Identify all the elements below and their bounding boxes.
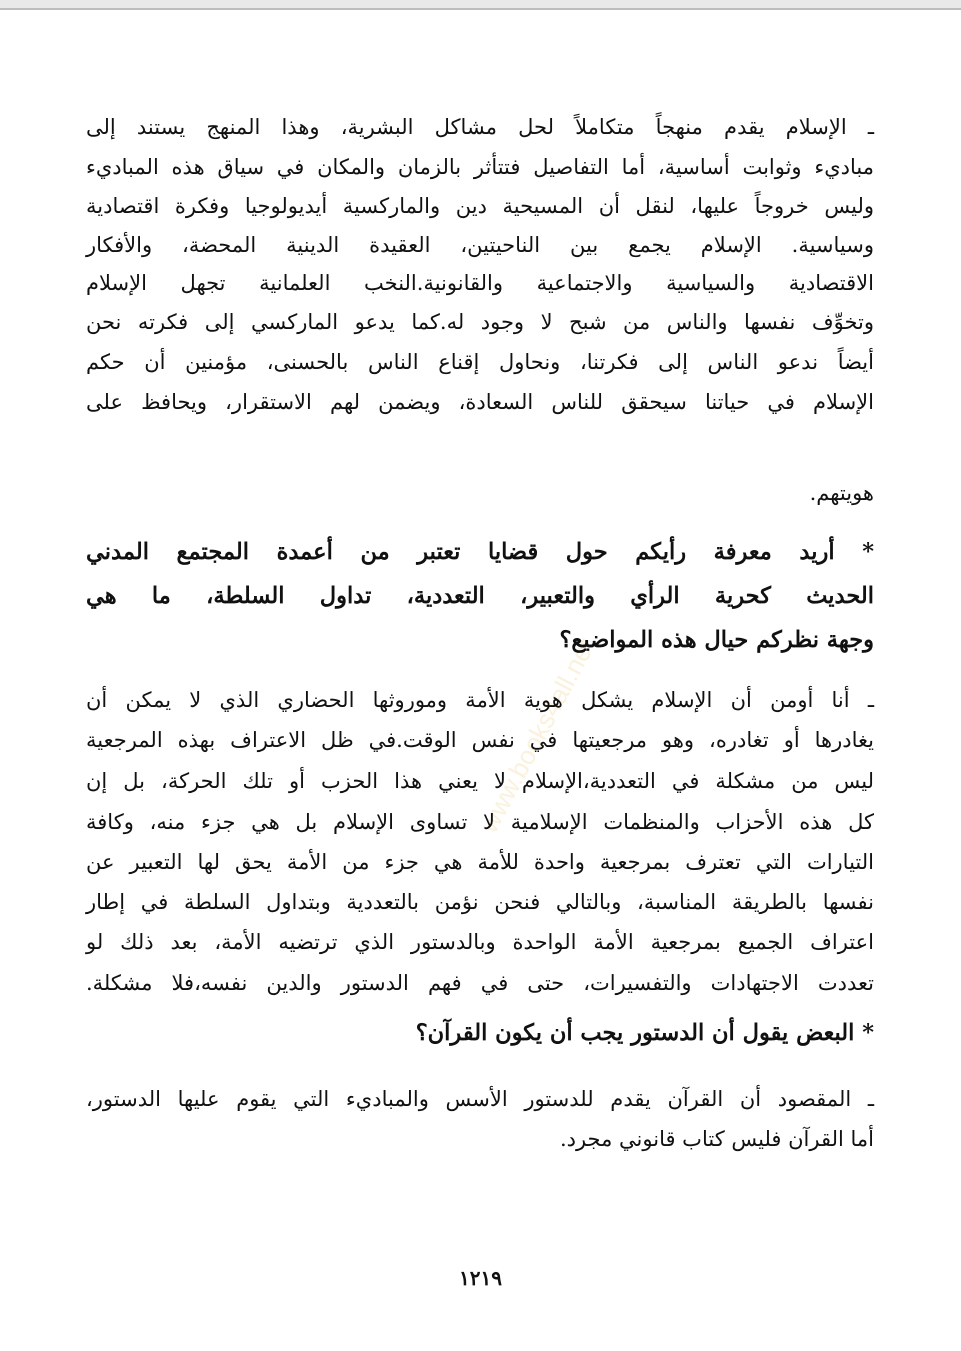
text-line: التيارات التي تعترف بمرجعية واحدة للأمة هي جزء من الأمة يحق لها التعبير عن xyxy=(86,850,874,874)
text-line: الإسلام في حياتنا سيحقق للناس السعادة، ويضمن لهم الاستقرار، ويحافظ على xyxy=(86,390,874,414)
text-line: تعددت الاجتهادات والتفسيرات، حتى في فهم الدستور والدين نفسه،فلا مشكلة. xyxy=(86,971,874,995)
question-line: * أريد معرفة رأيكم حول قضايا تعتبر من أعمدة المجتمع المدني xyxy=(86,539,874,565)
text-line: اعتراف الجميع بمرجعية الأمة الواحدة وبالدستور الذي ترتضيه الأمة، بعد ذلك لو xyxy=(86,930,874,954)
question-line: وجهة نظركم حيال هذه المواضيع؟ xyxy=(559,627,874,653)
viewer-top-border xyxy=(0,0,961,10)
text-line: هويتهم. xyxy=(809,481,874,505)
text-line: الاقتصادية والسياسية والاجتماعية والقانونية.النخب العلمانية تجهل الإسلام xyxy=(86,271,874,295)
question-line: الحديث كحرية الرأي والتعبير، التعددية، تداول السلطة، ما هي xyxy=(86,583,874,609)
page-number: ١٢١٩ xyxy=(459,1266,502,1290)
text-line: يغادرها أو تغادره، وهو مرجعيتها في نفس الوقت.في ظل الاعتراف بهذه المرجعية xyxy=(86,728,874,752)
text-line: كل هذه الأحزاب والمنظمات الإسلامية لا تساوى الإسلام بل هي جزء منه، وكافة xyxy=(86,810,874,834)
text-line: وتخوِّف نفسها والناس من شبح لا وجود له.كما يدعو الماركسي إلى فكرته نحن xyxy=(86,310,874,334)
question-line: * البعض يقول أن الدستور يجب أن يكون القرآن؟ xyxy=(415,1020,874,1046)
text-line: وسياسية. الإسلام يجمع بين الناحيتين، العقيدة الدينية المحضة، والأفكار xyxy=(86,233,874,257)
text-line: ليس من مشكلة في التعددية،الإسلام لا يعني هذا الحزب أو تلك الحركة، بل إن xyxy=(86,769,874,793)
text-line: أيضاً ندعو الناس إلى فكرتنا، ونحاول إقناع الناس بالحسنى، مؤمنين أن حكم xyxy=(86,350,874,374)
text-line: أما القرآن فليس كتاب قانوني مجرد. xyxy=(559,1127,874,1151)
text-line: ـ المقصود أن القرآن يقدم للدستور الأسس والمباديء التي يقوم عليها الدستور، xyxy=(86,1087,874,1111)
text-line: وليس خروجاً عليها، لنقل أن المسيحية دين والماركسية أيديولوجيا وفكرة اقتصادية xyxy=(86,194,874,218)
text-line: ـ الإسلام يقدم منهجاً متكاملاً لحل مشاكل البشرية، وهذا المنهج يستند إلى xyxy=(86,115,874,139)
text-line: نفسها بالطريقة المناسبة، وبالتالي فنحن نؤمن بالتعددية وبتداول السلطة في إطار xyxy=(86,890,874,914)
text-line: ـ أنا أومن أن الإسلام يشكل هوية الأمة وموروثها الحضاري الذي لا يمكن أن xyxy=(86,688,874,712)
text-line: مباديء وثوابت أساسية، أما التفاصيل فتتأثر بالزمان والمكان في سياق هذه المباديء xyxy=(86,155,874,179)
watermark: www.books4all.net xyxy=(473,633,602,838)
